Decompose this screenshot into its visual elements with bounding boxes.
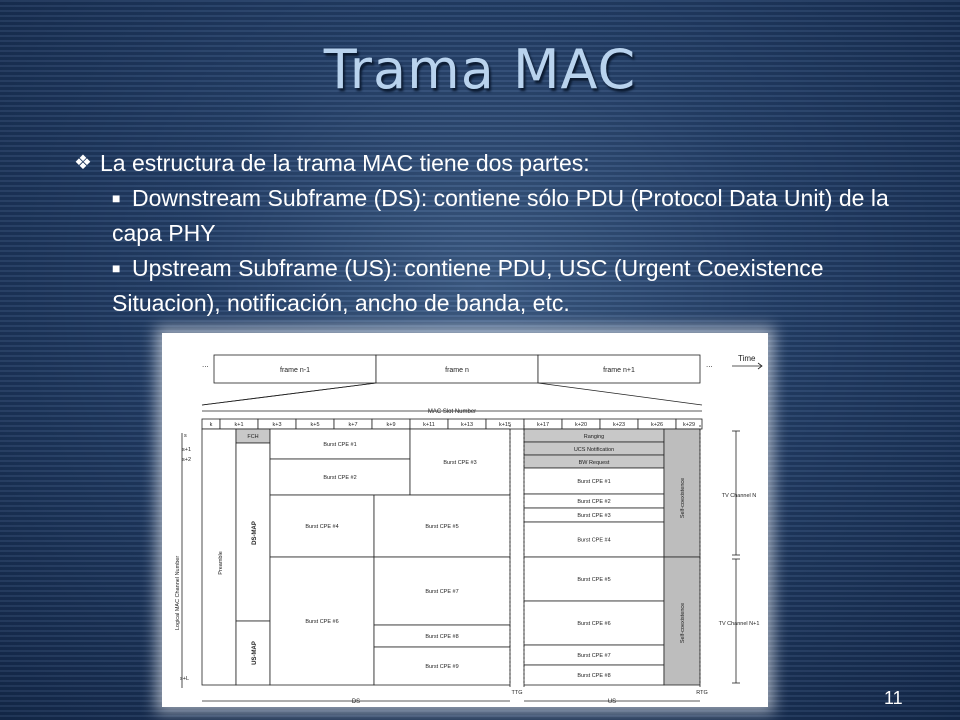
ds-bursts	[270, 429, 510, 685]
slot-label: k+15	[498, 422, 512, 428]
us-burst-label: Burst CPE #3	[577, 513, 611, 519]
ds-burst-label: Burst CPE #3	[443, 460, 477, 466]
slot-label: k+9	[386, 422, 396, 428]
us-burst-label: Burst CPE #7	[577, 653, 611, 659]
ds-burst-label: Burst CPE #7	[425, 589, 459, 595]
slot-label: k+11	[423, 422, 435, 428]
tv-channel-n-label: TV Channel N	[721, 493, 757, 499]
us-bursts	[524, 468, 664, 685]
ucs-notification-label: UCS Notification	[573, 447, 615, 453]
bullet-sub-ds-text: Downstream Subframe (DS): contiene sólo PDU (Protocol Data Unit) de la capa PHY	[112, 185, 889, 246]
channel-number-label: Logical MAC Channel Number	[175, 555, 181, 631]
diamond-bullet-icon: ❖	[74, 152, 92, 174]
slot-label: k+23	[612, 422, 626, 428]
dots-left: ...	[202, 360, 209, 369]
time-label: Time	[738, 354, 756, 363]
slot-label: k+7	[348, 422, 358, 428]
us-burst-label: Burst CPE #4	[577, 537, 611, 544]
frame-prev-label: frame n-1	[280, 367, 310, 374]
ds-burst-label: Burst CPE #2	[323, 475, 357, 481]
slot-label: k+20	[574, 422, 588, 428]
row-label-s1: s+1	[182, 447, 192, 453]
us-burst-label: Burst CPE #6	[577, 621, 611, 627]
tv-channel-n1-label: TV Channel N+1	[718, 621, 760, 627]
square-bullet-icon: ■	[112, 190, 121, 206]
us-burst-label: Burst CPE #2	[577, 499, 611, 505]
row-label-s2: s+2	[182, 457, 192, 463]
slot-label: k+26	[650, 422, 664, 428]
ranging-label: Ranging	[583, 434, 605, 440]
self-coexistence-label-2: Self-coexistence	[680, 602, 686, 644]
slot-label: k+5	[310, 422, 320, 428]
ds-label: DS	[351, 699, 361, 705]
slot-label: k+3	[272, 422, 282, 428]
us-burst-label: Burst CPE #5	[577, 577, 611, 583]
ttg-label: TTG	[511, 690, 523, 696]
slot-label: k+1	[234, 422, 244, 428]
ds-burst-label: Burst CPE #9	[425, 664, 459, 670]
row-label-s: s	[184, 433, 187, 439]
slot-label: k+13	[460, 422, 474, 428]
ds-map-label: DS-MAP	[252, 521, 258, 545]
dots-right: ...	[706, 360, 713, 369]
ds-burst-label: Burst CPE #1	[323, 442, 357, 448]
bw-request-label: BW Request	[578, 460, 610, 466]
bullet-sub-ds	[62, 181, 922, 251]
ds-burst-label: Burst CPE #8	[425, 634, 459, 640]
fch-label: FCH	[247, 434, 259, 440]
slot-label: k+17	[536, 422, 550, 428]
ds-burst-label: Burst CPE #5	[425, 524, 459, 530]
us-burst-label: Burst CPE #8	[577, 673, 611, 679]
frame-cur-label: frame n	[445, 367, 469, 374]
bullet-main	[62, 146, 922, 181]
bullet-list	[62, 146, 922, 321]
slot-header	[202, 419, 702, 429]
ds-burst-label: Burst CPE #4	[305, 524, 339, 530]
mac-frame-diagram	[162, 333, 768, 707]
page-number: 11	[884, 688, 903, 708]
slide-title: Trama MAC	[323, 38, 637, 101]
self-coexistence-label-1: Self-coexistence	[680, 477, 686, 519]
slot-label: k+29	[682, 422, 696, 428]
us-burst-label: Burst CPE #1	[577, 479, 611, 485]
bullet-main-text: La estructura de la trama MAC tiene dos partes:	[100, 150, 590, 176]
ds-burst-label: Burst CPE #6	[305, 619, 339, 625]
slot-number-label: MAC Slot Number	[427, 409, 477, 415]
row-label-sL: s+L	[180, 676, 190, 682]
us-map-label: US-MAP	[252, 641, 258, 665]
frame-next-label: frame n+1	[603, 367, 635, 374]
us-label: US	[607, 699, 617, 705]
square-bullet-icon: ■	[112, 260, 121, 276]
bullet-sub-us	[62, 251, 922, 321]
preamble-label: Preamble	[218, 551, 224, 575]
slot-label: k	[209, 422, 213, 428]
bullet-sub-us-text: Upstream Subframe (US): contiene PDU, USC (Urgent Coexistence Situacion), notificación, ancho de banda, etc.	[112, 255, 824, 316]
rtg-label: RTG	[696, 690, 708, 696]
